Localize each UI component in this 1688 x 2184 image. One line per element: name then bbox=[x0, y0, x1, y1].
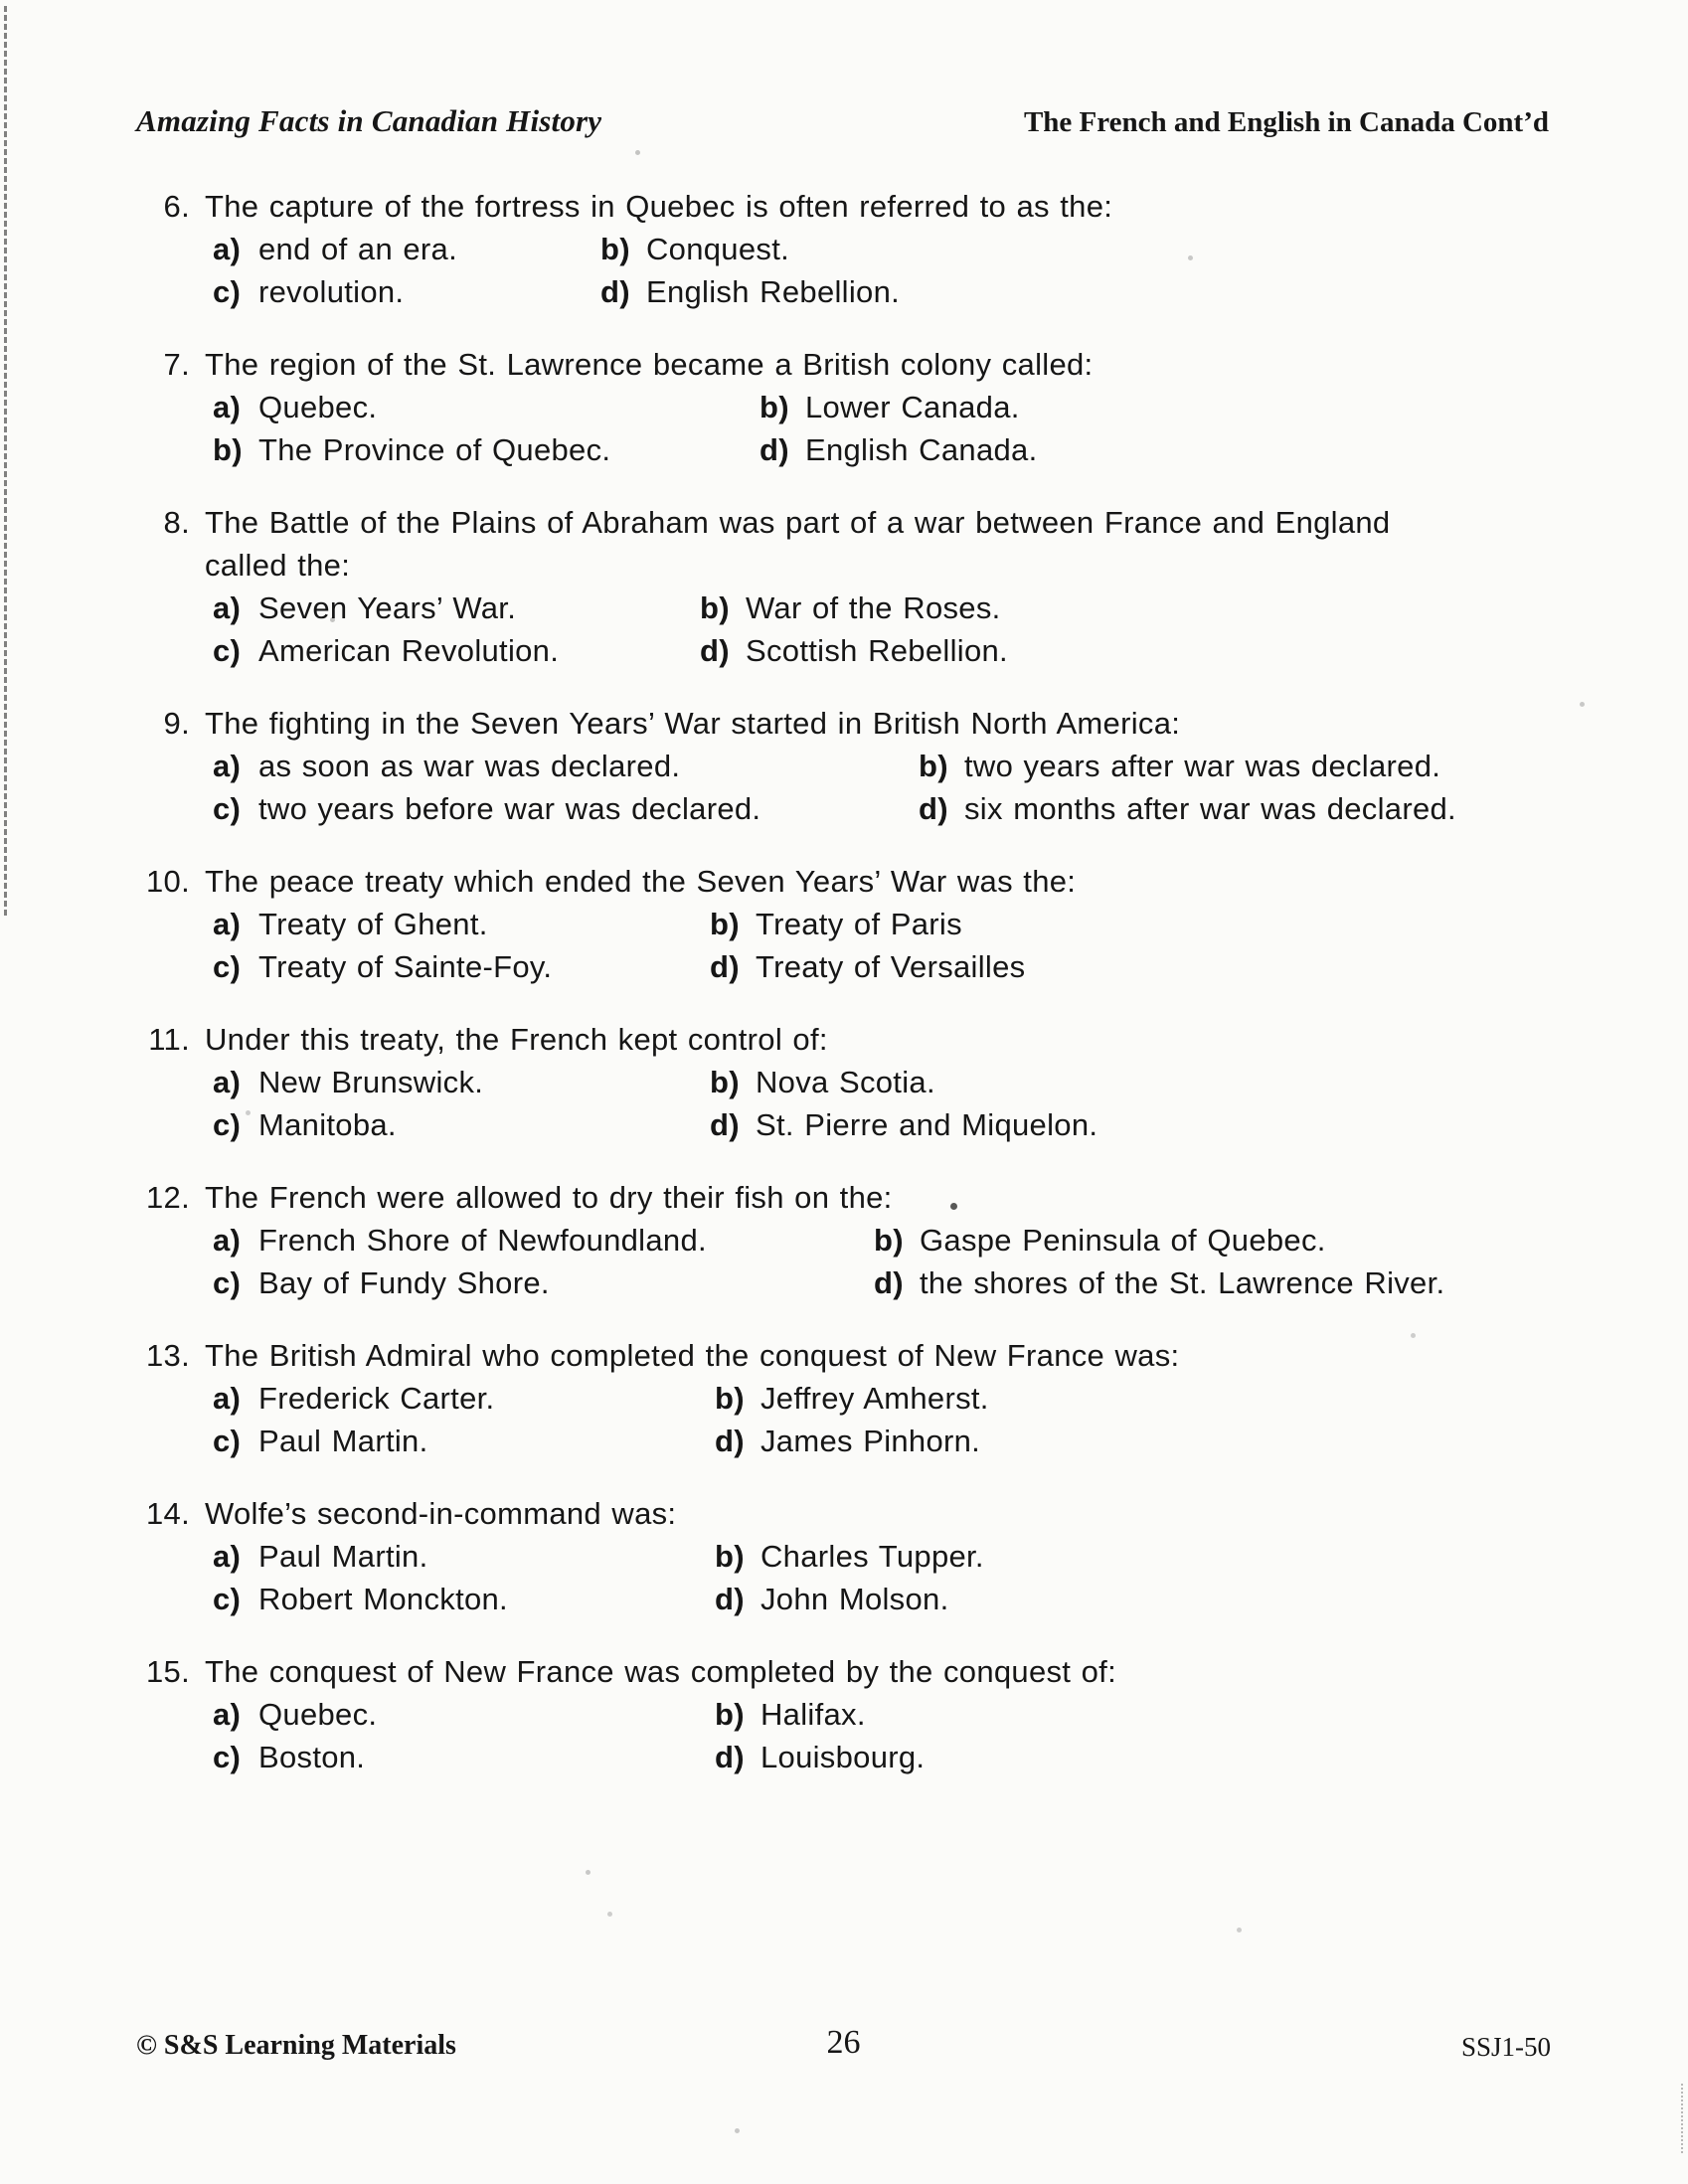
option-letter: c) bbox=[213, 1424, 242, 1458]
option-letter: c) bbox=[213, 633, 242, 668]
option-text: Treaty of Paris bbox=[756, 907, 962, 941]
option-text: Lower Canada. bbox=[805, 390, 1020, 424]
question-body bbox=[205, 1176, 1563, 1304]
option-letter: d) bbox=[919, 791, 948, 826]
options-grid bbox=[213, 1061, 1563, 1146]
question-body bbox=[205, 343, 1563, 471]
page-footer bbox=[136, 2024, 1551, 2080]
question-text bbox=[205, 702, 1563, 745]
question-block bbox=[136, 1018, 1563, 1146]
option-text: Robert Monckton. bbox=[258, 1582, 508, 1616]
option-letter: a) bbox=[213, 1697, 242, 1732]
option-letter: b) bbox=[715, 1697, 745, 1732]
question-block bbox=[136, 1650, 1563, 1778]
option-letter: b) bbox=[700, 590, 730, 625]
question-text bbox=[205, 860, 1563, 903]
answer-option bbox=[874, 1261, 1563, 1304]
question-text-line: The British Admiral who completed the conquest of New France was: bbox=[205, 1338, 1180, 1373]
option-text: Scottish Rebellion. bbox=[746, 633, 1008, 668]
answer-option bbox=[213, 629, 700, 672]
question-body bbox=[205, 1018, 1563, 1146]
question-body bbox=[205, 1492, 1563, 1620]
answer-option bbox=[213, 1693, 715, 1736]
answer-option bbox=[213, 1061, 710, 1103]
option-text: Boston. bbox=[258, 1740, 366, 1774]
option-letter: d) bbox=[715, 1740, 745, 1774]
answer-option bbox=[715, 1578, 1563, 1620]
option-text: Halifax. bbox=[760, 1697, 866, 1732]
document-code: SSJ1-50 bbox=[1460, 2032, 1551, 2062]
answer-option bbox=[710, 945, 1563, 988]
answer-option bbox=[874, 1219, 1563, 1261]
question-block bbox=[136, 501, 1563, 672]
question-text bbox=[205, 1176, 1563, 1219]
options-grid bbox=[213, 903, 1563, 988]
answer-option bbox=[213, 1736, 715, 1778]
option-text: Quebec. bbox=[258, 390, 378, 424]
answer-option bbox=[213, 1261, 874, 1304]
answer-option bbox=[213, 428, 760, 471]
question-body bbox=[205, 702, 1563, 830]
answer-option bbox=[919, 787, 1563, 830]
option-letter: b) bbox=[760, 390, 789, 424]
option-text: two years after war was declared. bbox=[964, 749, 1441, 783]
question-block bbox=[136, 702, 1563, 830]
question-block bbox=[136, 1492, 1563, 1620]
option-text: Seven Years’ War. bbox=[258, 590, 517, 625]
scan-noise bbox=[0, 0, 3, 3]
option-letter: b) bbox=[874, 1223, 904, 1258]
question-text bbox=[205, 1650, 1563, 1693]
answer-option bbox=[213, 787, 919, 830]
question-text bbox=[205, 501, 1563, 587]
options-grid bbox=[213, 587, 1563, 672]
option-text: St. Pierre and Miquelon. bbox=[756, 1107, 1098, 1142]
option-text: Paul Martin. bbox=[258, 1424, 428, 1458]
question-number: 13. bbox=[146, 1338, 190, 1373]
answer-option bbox=[213, 587, 700, 629]
option-text: the shores of the St. Lawrence River. bbox=[920, 1265, 1445, 1300]
answer-option bbox=[600, 228, 1563, 270]
option-letter: a) bbox=[213, 590, 242, 625]
question-number: 15. bbox=[146, 1654, 190, 1689]
copyright-notice: © S&S Learning Materials bbox=[136, 2030, 456, 2061]
question-text-line: The region of the St. Lawrence became a British colony called: bbox=[205, 347, 1094, 382]
question-text bbox=[205, 185, 1563, 228]
option-letter: b) bbox=[600, 232, 630, 266]
answer-option bbox=[213, 1377, 715, 1420]
option-text: Manitoba. bbox=[258, 1107, 397, 1142]
options-grid bbox=[213, 1377, 1563, 1462]
answer-option bbox=[715, 1420, 1563, 1462]
scan-artifact-left-edge bbox=[4, 6, 7, 916]
answer-option bbox=[715, 1535, 1563, 1578]
option-text: New Brunswick. bbox=[258, 1065, 484, 1099]
options-grid bbox=[213, 745, 1563, 830]
option-letter: d) bbox=[600, 274, 630, 309]
options-grid bbox=[213, 1219, 1563, 1304]
question-number: 8. bbox=[163, 505, 190, 540]
answer-option bbox=[213, 1103, 710, 1146]
page-header bbox=[0, 0, 1688, 139]
answer-option bbox=[213, 270, 600, 313]
answer-option bbox=[213, 1535, 715, 1578]
option-letter: c) bbox=[213, 274, 242, 309]
section-title: The French and English in Canada Cont’d bbox=[1023, 106, 1549, 138]
question-number: 9. bbox=[163, 706, 190, 741]
answer-option bbox=[213, 745, 919, 787]
answer-option bbox=[213, 386, 760, 428]
option-letter: a) bbox=[213, 1065, 242, 1099]
answer-option bbox=[919, 745, 1563, 787]
answer-option bbox=[760, 386, 1563, 428]
question-list bbox=[136, 185, 1563, 1778]
question-text-line: Wolfe’s second-in-command was: bbox=[205, 1496, 677, 1531]
option-letter: a) bbox=[213, 390, 242, 424]
scan-artifact-right-edge bbox=[1681, 2084, 1683, 2153]
option-text: Frederick Carter. bbox=[258, 1381, 495, 1416]
options-grid bbox=[213, 386, 1563, 471]
question-body bbox=[205, 185, 1563, 313]
question-block bbox=[136, 1334, 1563, 1462]
question-text-line: The fighting in the Seven Years’ War started in British North America: bbox=[205, 706, 1181, 741]
question-number: 10. bbox=[146, 864, 190, 899]
question-body bbox=[205, 1334, 1563, 1462]
option-text: English Canada. bbox=[805, 432, 1038, 467]
question-block bbox=[136, 343, 1563, 471]
option-text: French Shore of Newfoundland. bbox=[258, 1223, 707, 1258]
option-text: Bay of Fundy Shore. bbox=[258, 1265, 550, 1300]
option-text: six months after war was declared. bbox=[964, 791, 1456, 826]
option-letter: b) bbox=[715, 1381, 745, 1416]
question-text bbox=[205, 343, 1563, 386]
option-letter: c) bbox=[213, 791, 242, 826]
option-letter: b) bbox=[715, 1539, 745, 1574]
answer-option bbox=[700, 587, 1563, 629]
answer-option bbox=[700, 629, 1563, 672]
option-letter: d) bbox=[874, 1265, 904, 1300]
option-letter: d) bbox=[710, 949, 740, 984]
book-title: Amazing Facts in Canadian History bbox=[136, 103, 602, 138]
option-text: Treaty of Sainte-Foy. bbox=[258, 949, 553, 984]
option-text: Treaty of Ghent. bbox=[258, 907, 488, 941]
option-text: John Molson. bbox=[760, 1582, 949, 1616]
question-number: 7. bbox=[163, 347, 190, 382]
option-text: Charles Tupper. bbox=[760, 1539, 984, 1574]
option-text: Treaty of Versailles bbox=[756, 949, 1026, 984]
question-text bbox=[205, 1334, 1563, 1377]
option-letter: c) bbox=[213, 1265, 242, 1300]
answer-option bbox=[600, 270, 1563, 313]
question-text bbox=[205, 1018, 1563, 1061]
options-grid bbox=[213, 1535, 1563, 1620]
option-text: Quebec. bbox=[258, 1697, 378, 1732]
option-text: The Province of Quebec. bbox=[258, 432, 611, 467]
question-block bbox=[136, 185, 1563, 313]
question-number: 12. bbox=[146, 1180, 190, 1215]
question-body bbox=[205, 860, 1563, 988]
option-letter: c) bbox=[213, 1582, 242, 1616]
question-text-line: The conquest of New France was completed by the conquest of: bbox=[205, 1654, 1116, 1689]
option-text: James Pinhorn. bbox=[760, 1424, 981, 1458]
question-number: 14. bbox=[146, 1496, 190, 1531]
option-letter: d) bbox=[760, 432, 789, 467]
answer-option bbox=[715, 1377, 1563, 1420]
option-text: Nova Scotia. bbox=[756, 1065, 935, 1099]
answer-option bbox=[710, 1103, 1563, 1146]
option-letter: c) bbox=[213, 949, 242, 984]
answer-option bbox=[213, 228, 600, 270]
question-text bbox=[205, 1492, 1563, 1535]
answer-option bbox=[715, 1693, 1563, 1736]
question-text-line: called the: bbox=[205, 548, 351, 583]
question-text-line: The peace treaty which ended the Seven Years’ War was the: bbox=[205, 864, 1077, 899]
option-text: American Revolution. bbox=[258, 633, 560, 668]
option-letter: d) bbox=[710, 1107, 740, 1142]
option-letter: a) bbox=[213, 1223, 242, 1258]
question-block bbox=[136, 860, 1563, 988]
answer-option bbox=[213, 1578, 715, 1620]
answer-option bbox=[760, 428, 1563, 471]
option-letter: a) bbox=[213, 907, 242, 941]
page-number: 26 bbox=[826, 2024, 861, 2061]
option-letter: b) bbox=[213, 432, 243, 467]
option-letter: b) bbox=[710, 907, 740, 941]
option-letter: a) bbox=[213, 1539, 242, 1574]
answer-option bbox=[710, 1061, 1563, 1103]
question-text-line: Under this treaty, the French kept control of: bbox=[205, 1022, 828, 1057]
option-text: Paul Martin. bbox=[258, 1539, 428, 1574]
option-letter: a) bbox=[213, 749, 242, 783]
question-block bbox=[136, 1176, 1563, 1304]
question-text-line: The Battle of the Plains of Abraham was part of a war between France and England bbox=[205, 505, 1391, 540]
option-text: English Rebellion. bbox=[646, 274, 901, 309]
option-letter: b) bbox=[919, 749, 948, 783]
question-number: 6. bbox=[163, 189, 190, 224]
option-letter: a) bbox=[213, 232, 242, 266]
option-text: as soon as war was declared. bbox=[258, 749, 681, 783]
option-letter: a) bbox=[213, 1381, 242, 1416]
options-grid bbox=[213, 228, 1563, 313]
option-text: Louisbourg. bbox=[760, 1740, 926, 1774]
question-body bbox=[205, 501, 1563, 672]
option-text: end of an era. bbox=[258, 232, 458, 266]
option-text: revolution. bbox=[258, 274, 405, 309]
option-text: two years before war was declared. bbox=[258, 791, 761, 826]
answer-option bbox=[710, 903, 1563, 945]
option-letter: d) bbox=[715, 1424, 745, 1458]
answer-option bbox=[213, 903, 710, 945]
answer-option bbox=[213, 945, 710, 988]
option-text: Gaspe Peninsula of Quebec. bbox=[920, 1223, 1326, 1258]
question-text-line: The French were allowed to dry their fish on the: bbox=[205, 1180, 893, 1215]
answer-option bbox=[715, 1736, 1563, 1778]
option-text: Conquest. bbox=[646, 232, 790, 266]
option-letter: d) bbox=[700, 633, 730, 668]
question-body bbox=[205, 1650, 1563, 1778]
option-text: War of the Roses. bbox=[746, 590, 1001, 625]
option-letter: c) bbox=[213, 1740, 242, 1774]
answer-option bbox=[213, 1219, 874, 1261]
question-text-line: The capture of the fortress in Quebec is often referred to as the: bbox=[205, 189, 1113, 224]
question-number: 11. bbox=[148, 1022, 190, 1057]
option-letter: c) bbox=[213, 1107, 242, 1142]
options-grid bbox=[213, 1693, 1563, 1778]
option-text: Jeffrey Amherst. bbox=[760, 1381, 989, 1416]
answer-option bbox=[213, 1420, 715, 1462]
option-letter: b) bbox=[710, 1065, 740, 1099]
option-letter: d) bbox=[715, 1582, 745, 1616]
